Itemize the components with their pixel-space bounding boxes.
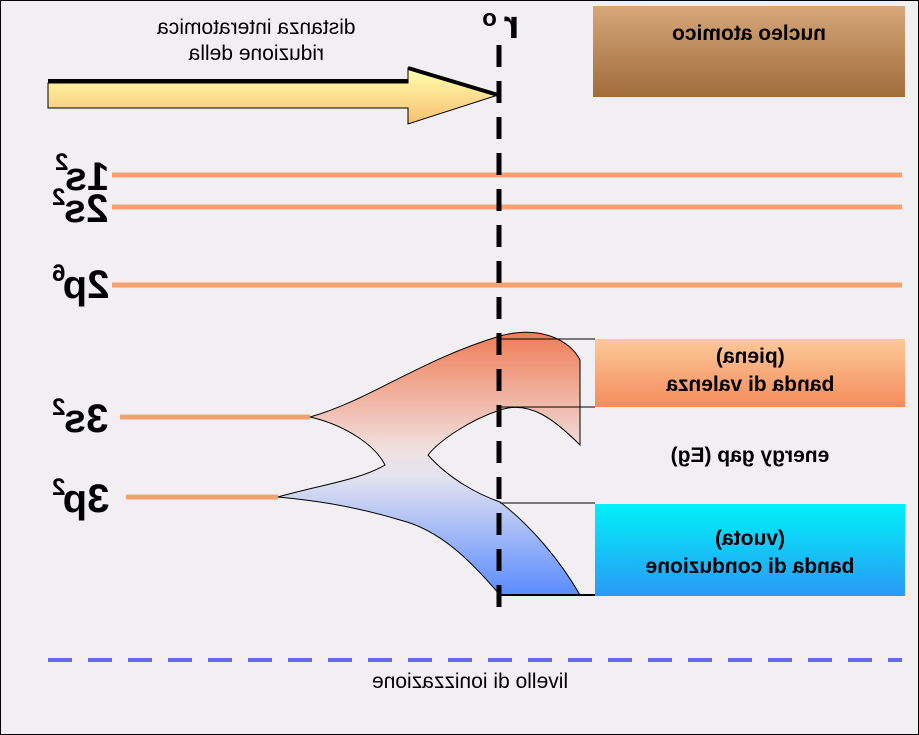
level-label-3p (52, 474, 109, 521)
level-label-2s (52, 184, 108, 231)
nucleus-label: nucleo atomico (671, 22, 827, 45)
valence-label-line1: banda di valenza (666, 373, 835, 396)
r0-subscript: o (482, 5, 497, 32)
arrow-label-line1: distanza interatomica (157, 16, 356, 39)
valence-label-line2: (piena) (715, 345, 785, 368)
level-name-3p: 3p (62, 477, 110, 521)
arrow-label-group (157, 16, 356, 65)
level-sup-3p: 2 (52, 474, 66, 501)
level-name-1s: 1s (64, 155, 110, 199)
nucleus-label-group (672, 22, 826, 45)
level-label-2p (52, 260, 109, 307)
level-name-2s: 2s (63, 187, 109, 231)
level-sup-3s: 2 (52, 394, 66, 421)
gap-label-group (671, 444, 830, 467)
r0-label: r (503, 3, 520, 47)
level-sup-2p: 6 (52, 260, 66, 287)
level-sup-2s: 2 (52, 184, 66, 211)
band-splitting-shape (278, 332, 580, 595)
ionization-label: livello di ionizzazione (371, 670, 569, 693)
level-label-3s (52, 394, 108, 441)
r0-label-group (482, 3, 519, 47)
ionization-label-group (372, 670, 568, 693)
conduction-label-line1: banda di conduzione (645, 555, 855, 578)
level-name-3s: 3s (63, 397, 109, 441)
level-sup-1s: 2 (55, 149, 69, 176)
energy-gap-label: energy gap (Eg) (670, 444, 830, 467)
arrow-label-line2: riduzione della (188, 42, 325, 65)
nucleus-box (593, 6, 905, 97)
level-name-2p: 2p (62, 263, 110, 307)
conduction-box (595, 504, 905, 596)
conduction-label-line2: (vuota) (715, 527, 785, 550)
